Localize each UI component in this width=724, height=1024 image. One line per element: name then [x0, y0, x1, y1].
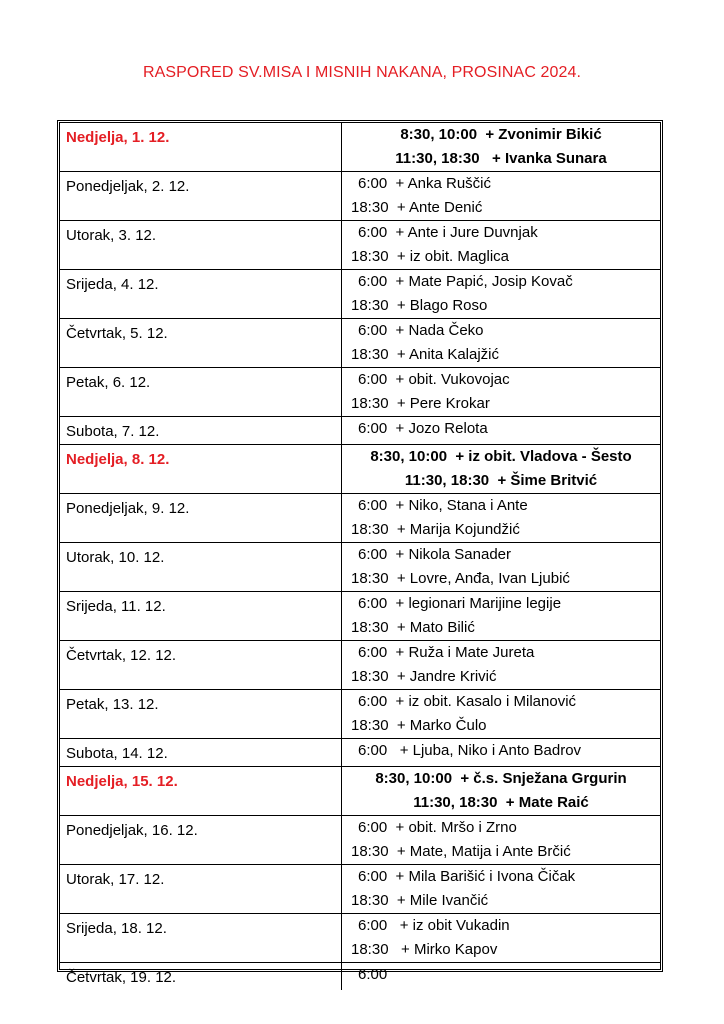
mass-list [342, 641, 660, 689]
mass-list [342, 319, 660, 367]
schedule-row [60, 220, 660, 269]
day-label: Nedjelja, 1. 12. [60, 123, 342, 171]
mass-list [342, 914, 660, 962]
mass-list [342, 221, 660, 269]
mass-intention: 6:00 + obit. Mršo i Zrno [358, 819, 517, 836]
day-label: Srijeda, 11. 12. [60, 592, 342, 640]
schedule-table-frame [57, 120, 663, 986]
mass-intention: 6:00 + Mate Papić, Josip Kovač [358, 273, 573, 290]
day-label: Subota, 7. 12. [60, 417, 342, 444]
mass-intention: 6:00 + iz obit Vukadin [358, 917, 510, 934]
schedule-row [60, 171, 660, 220]
day-label: Ponedjeljak, 9. 12. [60, 494, 342, 542]
day-label: Srijeda, 4. 12. [60, 270, 342, 318]
mass-intention: 18:30 + Anita Kalajžić [351, 346, 500, 363]
mass-intention: 6:00 [358, 966, 388, 983]
schedule-row [60, 962, 660, 990]
schedule-row [60, 269, 660, 318]
mass-list [342, 865, 660, 913]
schedule-row [60, 367, 660, 416]
mass-intention: 8:30, 10:00 + č.s. Snježana Grgurin [375, 770, 627, 787]
schedule-row [60, 689, 660, 738]
mass-intention: 18:30 + Jandre Krivić [351, 668, 497, 685]
mass-intention: 6:00 + Ante i Jure Duvnjak [358, 224, 538, 241]
mass-intention: 11:30, 18:30 + Šime Britvić [404, 472, 598, 489]
mass-list [342, 270, 660, 318]
mass-list [342, 767, 660, 815]
day-label: Utorak, 17. 12. [60, 865, 342, 913]
mass-list [342, 445, 660, 493]
schedule-row [60, 416, 660, 444]
schedule-row [60, 493, 660, 542]
mass-intention: 6:00 + Jozo Relota [358, 420, 488, 437]
day-label: Utorak, 3. 12. [60, 221, 342, 269]
mass-intention: 18:30 + iz obit. Maglica [351, 248, 510, 265]
schedule-row [60, 766, 660, 815]
mass-list [342, 592, 660, 640]
mass-intention: 18:30 + Ante Denić [351, 199, 483, 216]
schedule-table [60, 123, 660, 990]
day-label: Ponedjeljak, 16. 12. [60, 816, 342, 864]
mass-intention: 6:00 + Nikola Sanader [358, 546, 512, 563]
schedule-row [60, 591, 660, 640]
mass-intention: 18:30 + Marija Kojundžić [351, 521, 520, 538]
day-label: Nedjelja, 8. 12. [60, 445, 342, 493]
mass-list [342, 417, 660, 444]
mass-intention: 6:00 + legionari Marijine legije [358, 595, 562, 612]
mass-list [342, 543, 660, 591]
day-label: Ponedjeljak, 2. 12. [60, 172, 342, 220]
day-label: Srijeda, 18. 12. [60, 914, 342, 962]
mass-list [342, 123, 660, 171]
mass-list [342, 816, 660, 864]
mass-intention: 18:30 + Mato Bilić [351, 619, 475, 636]
mass-intention: 6:00 + Ruža i Mate Jureta [358, 644, 535, 661]
page-title: RASPORED SV.MISA I MISNIH NAKANA, PROSINAC 2024. [142, 64, 582, 81]
schedule-row [60, 123, 660, 171]
mass-intention: 11:30, 18:30 + Mate Raić [413, 794, 589, 811]
mass-list [342, 963, 660, 990]
mass-intention: 18:30 + Mate, Matija i Ante Brčić [351, 843, 571, 860]
day-label: Nedjelja, 15. 12. [60, 767, 342, 815]
mass-list [342, 739, 660, 766]
mass-intention: 18:30 + Pere Krokar [351, 395, 490, 412]
schedule-row [60, 542, 660, 591]
mass-intention: 11:30, 18:30 + Ivanka Sunara [395, 150, 607, 167]
mass-list [342, 368, 660, 416]
mass-intention: 6:00 + Ljuba, Niko i Anto Badrov [358, 742, 582, 759]
schedule-row [60, 318, 660, 367]
mass-intention: 6:00 + Nada Čeko [358, 322, 484, 339]
day-label: Četvrtak, 19. 12. [60, 963, 342, 990]
day-label: Petak, 13. 12. [60, 690, 342, 738]
mass-intention: 6:00 + Niko, Stana i Ante [358, 497, 528, 514]
mass-list [342, 690, 660, 738]
day-label: Subota, 14. 12. [60, 739, 342, 766]
schedule-row [60, 738, 660, 766]
mass-intention: 8:30, 10:00 + iz obit. Vladova - Šesto [370, 448, 632, 465]
mass-intention: 18:30 + Marko Čulo [351, 717, 487, 734]
mass-intention: 18:30 + Mile Ivančić [351, 892, 489, 909]
schedule-row [60, 864, 660, 913]
schedule-row [60, 444, 660, 493]
mass-intention: 6:00 + obit. Vukovojac [358, 371, 510, 388]
schedule-row [60, 815, 660, 864]
mass-list [342, 172, 660, 220]
day-label: Četvrtak, 5. 12. [60, 319, 342, 367]
day-label: Petak, 6. 12. [60, 368, 342, 416]
mass-intention: 6:00 + Mila Barišić i Ivona Čičak [358, 868, 576, 885]
mass-intention: 6:00 + iz obit. Kasalo i Milanović [358, 693, 577, 710]
day-label: Utorak, 10. 12. [60, 543, 342, 591]
schedule-row [60, 913, 660, 962]
day-label: Četvrtak, 12. 12. [60, 641, 342, 689]
mass-intention: 18:30 + Lovre, Anđa, Ivan Ljubić [351, 570, 570, 587]
mass-intention: 6:00 + Anka Ruščić [358, 175, 491, 192]
mass-intention: 18:30 + Blago Roso [351, 297, 488, 314]
mass-intention: 8:30, 10:00 + Zvonimir Bikić [400, 126, 602, 143]
mass-list [342, 494, 660, 542]
mass-intention: 18:30 + Mirko Kapov [351, 941, 498, 958]
schedule-row [60, 640, 660, 689]
